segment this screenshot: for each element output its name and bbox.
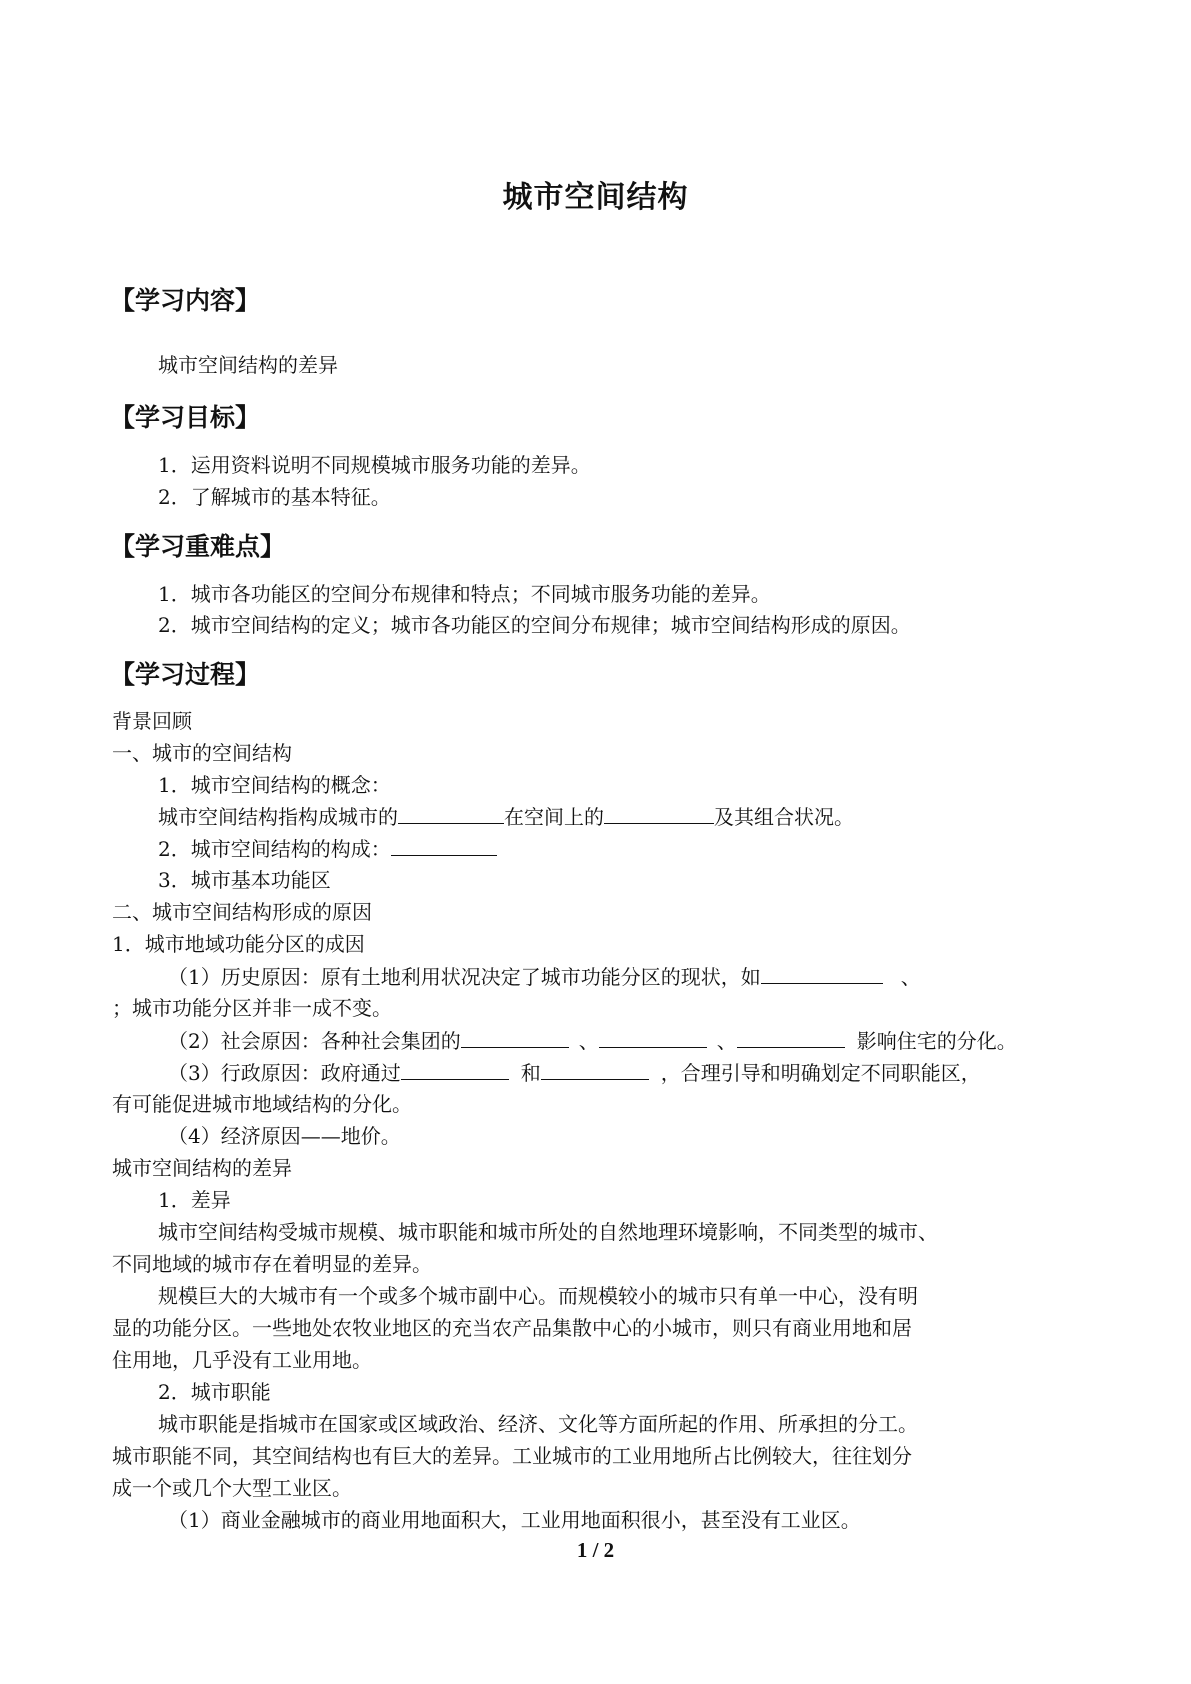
fill-blank[interactable] bbox=[541, 1057, 649, 1080]
key-point-2: 2．城市空间结构的定义；城市各功能区的空间分布规律；城市空间结构形成的原因。 bbox=[158, 613, 911, 637]
fill-blank[interactable] bbox=[604, 801, 714, 824]
history-reason-sep: 、 bbox=[900, 965, 921, 989]
goal-item-1: 1．运用资料说明不同规模城市服务功能的差异。 bbox=[158, 453, 591, 477]
fill-blank[interactable] bbox=[461, 1025, 569, 1048]
social-reason-text: （2）社会原因：各种社会集团的 bbox=[168, 1029, 461, 1053]
learning-content-text: 城市空间结构的差异 bbox=[158, 353, 338, 377]
heading-learning-process: 【学习过程】 bbox=[110, 660, 261, 689]
paragraph-line: 不同地域的城市存在着明显的差异。 bbox=[112, 1252, 432, 1276]
part2-title: 二、城市空间结构形成的原因 bbox=[112, 900, 372, 924]
goal-item-2: 2．了解城市的基本特征。 bbox=[158, 485, 391, 509]
part2-item-1: 1．城市地域功能分区的成因 bbox=[112, 932, 365, 956]
page-number: 1 / 2 bbox=[576, 1538, 615, 1562]
social-reason-line bbox=[168, 1025, 1017, 1056]
history-reason-line bbox=[168, 961, 921, 992]
admin-reason-end: ，合理引导和明确划定不同职能区， bbox=[660, 1061, 981, 1085]
history-reason-cont: ；城市功能分区并非一成不变。 bbox=[112, 996, 392, 1020]
paragraph-line: 城市空间结构受城市规模、城市职能和城市所处的自然地理环境影响，不同类型的城市、 bbox=[158, 1220, 938, 1244]
heading-key-points: 【学习重难点】 bbox=[110, 532, 286, 561]
economic-reason: （4）经济原因——地价。 bbox=[168, 1124, 401, 1148]
part1-item-3: 3．城市基本功能区 bbox=[158, 868, 331, 892]
social-reason-end: 影响住宅的分化。 bbox=[856, 1029, 1017, 1053]
social-sep-2: 、 bbox=[716, 1029, 737, 1053]
fill-blank[interactable] bbox=[761, 961, 883, 984]
part1-item-2: 2．城市空间结构的构成： bbox=[158, 837, 391, 861]
admin-reason-line bbox=[168, 1057, 981, 1088]
paragraph-line: 规模巨大的大城市有一个或多个城市副中心。而规模较小的城市只有单一中心，没有明 bbox=[158, 1284, 918, 1308]
fill-blank[interactable] bbox=[398, 801, 504, 824]
page-title: 城市空间结构 bbox=[502, 180, 689, 215]
part1-title: 一、城市的空间结构 bbox=[112, 741, 292, 765]
part3-item-1: 1．差异 bbox=[158, 1188, 231, 1212]
concept-text-b: 在空间上的 bbox=[504, 805, 604, 829]
paragraph-line: 城市职能是指城市在国家或区域政治、经济、文化等方面所起的作用、所承担的分工。 bbox=[158, 1412, 918, 1436]
heading-learning-content: 【学习内容】 bbox=[110, 286, 261, 315]
part1-item-1: 1．城市空间结构的概念： bbox=[158, 773, 391, 797]
heading-learning-goals: 【学习目标】 bbox=[110, 403, 261, 432]
history-reason-text: （1）历史原因：原有土地利用状况决定了城市功能分区的现状，如 bbox=[168, 965, 761, 989]
paragraph-line: （1）商业金融城市的商业用地面积大，工业用地面积很小，甚至没有工业区。 bbox=[168, 1508, 861, 1532]
social-sep-1: 、 bbox=[578, 1029, 599, 1053]
paragraph-line: 成一个或几个大型工业区。 bbox=[112, 1476, 352, 1500]
key-point-1: 1．城市各功能区的空间分布规律和特点；不同城市服务功能的差异。 bbox=[158, 582, 771, 606]
admin-reason-cont: 有可能促进城市地域结构的分化。 bbox=[112, 1092, 412, 1116]
fill-blank[interactable] bbox=[737, 1025, 845, 1048]
part3-title: 城市空间结构的差异 bbox=[112, 1156, 292, 1180]
part3-item-2: 2．城市职能 bbox=[158, 1380, 271, 1404]
part1-item-2-line bbox=[158, 833, 497, 864]
concept-text-c: 及其组合状况。 bbox=[714, 805, 854, 829]
fill-blank[interactable] bbox=[401, 1057, 509, 1080]
concept-text-a: 城市空间结构指构成城市的 bbox=[158, 805, 398, 829]
paragraph-line: 城市职能不同，其空间结构也有巨大的差异。工业城市的工业用地所占比例较大，往往划分 bbox=[112, 1444, 912, 1468]
fill-blank[interactable] bbox=[599, 1025, 707, 1048]
admin-reason-text: （3）行政原因：政府通过 bbox=[168, 1061, 401, 1085]
paragraph-line: 显的功能分区。一些地处农牧业地区的充当农产品集散中心的小城市，则只有商业用地和居 bbox=[112, 1316, 912, 1340]
fill-blank[interactable] bbox=[391, 833, 497, 856]
admin-reason-and: 和 bbox=[520, 1061, 541, 1085]
paragraph-line: 住用地，几乎没有工业用地。 bbox=[112, 1348, 372, 1372]
background-review: 背景回顾 bbox=[112, 709, 192, 733]
concept-sentence bbox=[158, 801, 854, 832]
